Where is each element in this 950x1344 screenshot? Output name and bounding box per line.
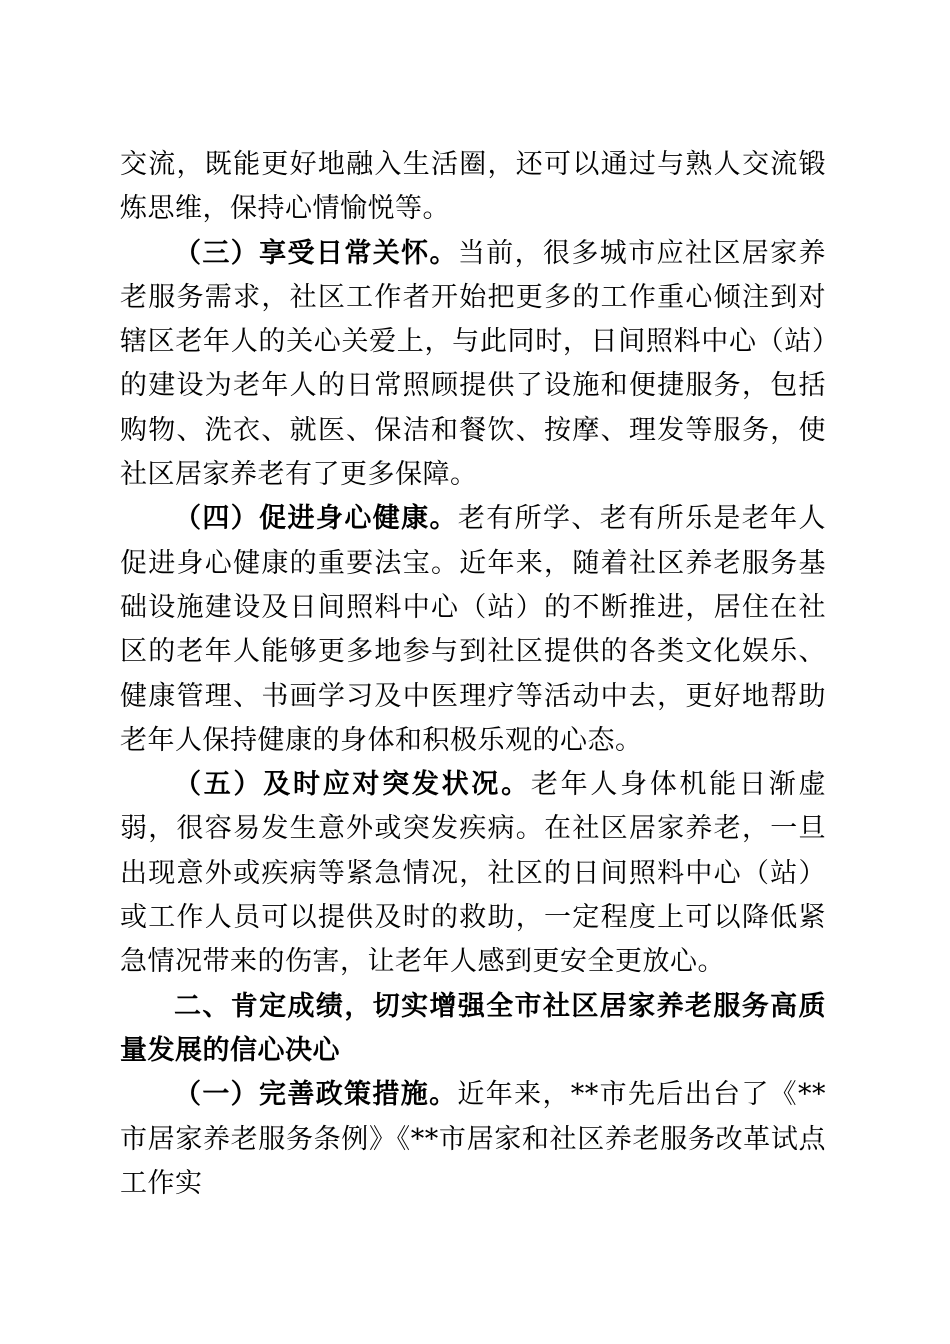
paragraph-continuation <box>120 143 826 232</box>
paragraph-lead: （一）完善政策措施。 <box>174 1079 458 1111</box>
paragraph-lead: （五）及时应对突发状况。 <box>174 769 531 801</box>
paragraph-emergency <box>120 763 826 984</box>
paragraph-text: 老有所学、老有所乐是老年人促进身心健康的重要法宝。近年来，随着社区养老服务基础设施建设及日间照料中心（站）的不断推进，居住在社区的老年人能够更多地参与到社区提供的各类文化娱乐、健康管理、书画学习及中医理疗等活动中去，更好地帮助老年人保持健康的身体和积极乐观的心态。 <box>120 503 827 756</box>
paragraph-health <box>120 497 826 763</box>
paragraph-lead: （四）促进身心健康。 <box>174 503 458 535</box>
paragraph-daily-care <box>120 232 826 498</box>
paragraph-lead: （三）享受日常关怀。 <box>174 237 458 269</box>
section-heading: 二、肯定成绩，切实增强全市社区居家养老服务高质量发展的信心决心 <box>120 990 826 1066</box>
document-page <box>120 143 826 1206</box>
paragraph-policy <box>120 1073 826 1206</box>
paragraph-text: 老年人身体机能日渐虚弱，很容易发生意外或突发疾病。在社区居家养老，一旦出现意外或疾病等紧急情况，社区的日间照料中心（站）或工作人员可以提供及时的救助，一定程度上可以降低紧急情况带来的伤害，让老年人感到更安全更放心。 <box>120 769 827 978</box>
paragraph-text: 当前，很多城市应社区居家养老服务需求，社区工作者开始把更多的工作重心倾注到对辖区老年人的关心关爱上，与此同时，日间照料中心（站）的建设为老年人的日常照顾提供了设施和便捷服务，包括购物、洗衣、就医、保洁和餐饮、按摩、理发等服务，使社区居家养老有了更多保障。 <box>120 237 827 491</box>
paragraph-text: 近年来，**市先后出台了《**市居家养老服务条例》《**市居家和社区养老服务改革试点工作实 <box>120 1079 827 1199</box>
paragraph-text: 交流，既能更好地融入生活圈，还可以通过与熟人交流锻炼思维，保持心情愉悦等。 <box>120 149 826 225</box>
